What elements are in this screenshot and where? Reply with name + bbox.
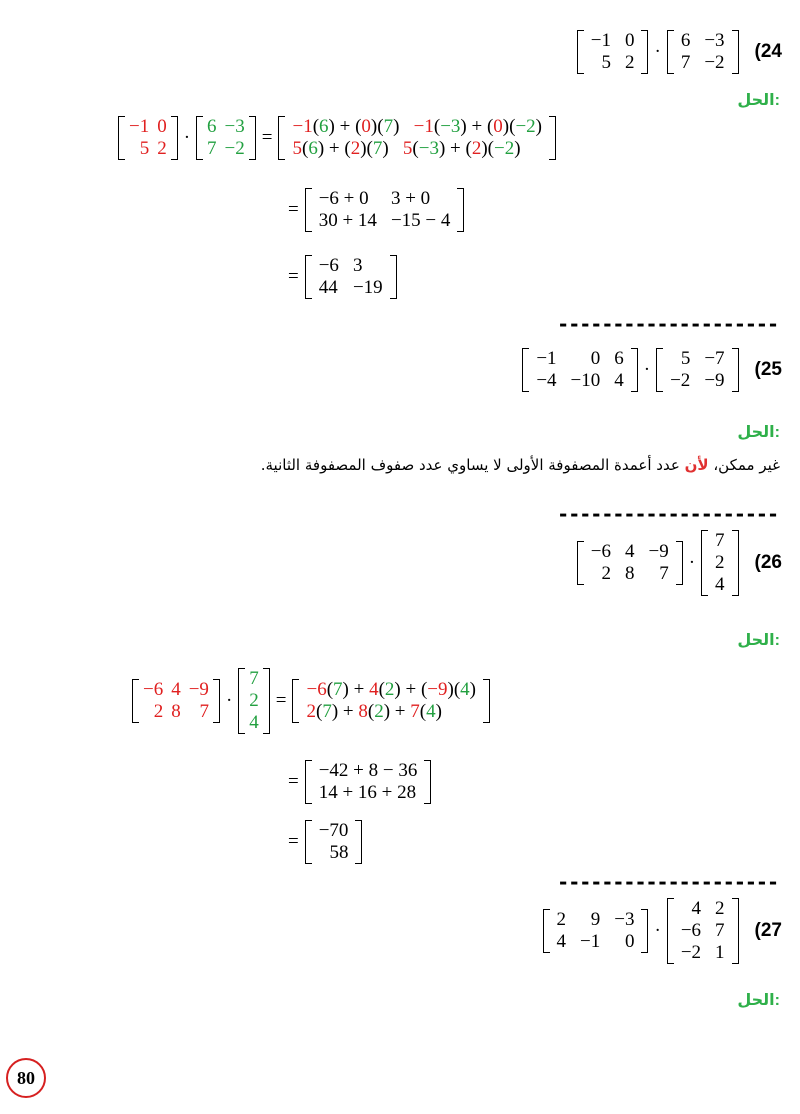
problem-number: (24 [754, 41, 782, 62]
matrix-entry: −6 [590, 541, 611, 562]
matrix-entry: 4 [691, 898, 702, 919]
matrix-entry: 7 [249, 668, 259, 689]
matrix-entry: −1 [129, 116, 150, 137]
matrix-entry: 1 [715, 942, 725, 963]
separator: -------------------- [557, 312, 778, 336]
result-matrix [305, 255, 397, 299]
problem-24-statement [577, 30, 782, 74]
matrix-entry: 0 [590, 348, 601, 369]
matrix-entry: 3 [352, 255, 363, 276]
matrix-entry: 2 [715, 552, 725, 573]
problem-26-solution-line-1: −6 4 −9 2 8 7 · 7 2 4 = −6(7) + 4(2) + (−9)(4) 2(7) + 8(2) + 7(4) [132, 668, 490, 734]
matrix-entry: 6 [680, 30, 691, 51]
matrix-entry: −2 [670, 370, 691, 391]
problem-24-right-matrix [667, 30, 739, 74]
matrix-entry: 8 [624, 563, 635, 584]
matrix-entry: 2 [624, 52, 635, 73]
matrix-entry: 6 [614, 348, 624, 369]
solution-right-matrix [196, 116, 256, 160]
matrix-entry: 7 [207, 138, 217, 159]
result-matrix [305, 820, 363, 864]
matrix-entry: −70 [318, 820, 349, 841]
solution-label: الحل: [737, 992, 780, 1009]
answer-keyword: لأن [684, 456, 709, 474]
expanded-product-matrix [292, 679, 490, 723]
matrix-entry: 14 + 16 + 28 [318, 782, 417, 803]
expanded-product-matrix [278, 116, 556, 160]
matrix-entry: 3 + 0 [390, 188, 431, 209]
matrix-entry: 44 [318, 277, 338, 298]
matrix-entry: 6 [207, 116, 217, 137]
matrix-entry: −1 [536, 348, 557, 369]
matrix-entry: 5(6) + (2)(7) 5(−3) + (2)(−2) [292, 138, 521, 159]
problem-number: (27 [754, 920, 782, 941]
matrix-entry: 2 [556, 909, 567, 930]
problem-24-solution-line-2: = −6 + 0 3 + 0 30 + 14 −15 − 4 [282, 188, 464, 232]
problem-25-left-matrix [522, 348, 637, 392]
dot-operator: · [654, 41, 661, 62]
matrix-entry: −9 [188, 679, 209, 700]
solution-right-matrix [238, 668, 270, 734]
solution-left-matrix [118, 116, 178, 160]
problem-26-left-matrix [577, 541, 683, 585]
matrix-entry: −3 [704, 30, 725, 51]
solution-label: الحل: [737, 92, 780, 109]
page-number-badge [6, 1058, 46, 1098]
matrix-entry: 7 [199, 701, 209, 722]
impossible-answer: غير ممكن، لأن عدد أعمدة المصفوفة الأولى لا يساوي عدد صفوف المصفوفة الثانية. [260, 456, 780, 474]
matrix-entry: 7 [715, 530, 725, 551]
matrix-entry: 8 [171, 701, 181, 722]
solution-left-matrix [132, 679, 220, 723]
problem-25-right-matrix [656, 348, 738, 392]
matrix-entry: 5 [139, 138, 150, 159]
matrix-entry: −3 [224, 116, 245, 137]
matrix-entry: −10 [570, 370, 601, 391]
separator: -------------------- [557, 502, 778, 526]
matrix-entry: −15 − 4 [390, 210, 451, 231]
problem-number: (25 [754, 359, 782, 380]
simplified-matrix [305, 188, 465, 232]
problem-27-statement: 2 9 −3 4 −1 0 · 4 2 −6 7 −2 1 (27 [543, 898, 782, 964]
matrix-entry: −6 [680, 920, 702, 941]
matrix-entry: 0 [624, 931, 635, 952]
matrix-entry: −6(7) + 4(2) + (−9)(4) [306, 679, 476, 700]
problem-number: (26 [754, 552, 782, 573]
matrix-entry: −42 + 8 − 36 [318, 760, 418, 781]
matrix-entry: −2 [680, 942, 702, 963]
problem-26-solution-line-2: = −42 + 8 − 36 14 + 16 + 28 [282, 760, 431, 804]
solution-label: الحل: [737, 632, 780, 649]
matrix-entry: 9 [590, 909, 601, 930]
matrix-entry: 0 [157, 116, 167, 137]
problem-24-solution-line-1: −1 0 5 2 · 6 −3 7 −2 = −1(6) + (0)(7) −1(−3) + (0)(−2) 5(6) + (2)(7) 5(−3) + (2)(−2) [118, 116, 556, 160]
matrix-entry: 2 [601, 563, 611, 584]
matrix-entry: −1(6) + (0)(7) −1(−3) + (0)(−2) [292, 116, 542, 137]
matrix-entry: −6 [143, 679, 164, 700]
problem-26-statement: −6 4 −9 2 8 7 · 7 2 4 (26 [577, 530, 782, 596]
matrix-entry: 4 [556, 931, 567, 952]
matrix-entry: −2 [224, 138, 245, 159]
matrix-entry: −1 [580, 931, 601, 952]
matrix-entry: 0 [624, 30, 635, 51]
matrix-entry: 7 [680, 52, 691, 73]
matrix-entry: 4 [715, 574, 725, 595]
matrix-entry: −4 [536, 370, 557, 391]
matrix-entry: 4 [614, 370, 624, 391]
matrix-entry: 2(7) + 8(2) + 7(4) [306, 701, 442, 722]
matrix-entry: 5 [601, 52, 611, 73]
solution-label: الحل: [737, 424, 780, 441]
matrix-entry: 2 [715, 898, 725, 919]
simplified-matrix [305, 760, 432, 804]
matrix-entry: 4 [171, 679, 181, 700]
matrix-entry: 58 [329, 842, 349, 863]
problem-27-left-matrix [543, 909, 649, 953]
problem-24-left-matrix [577, 30, 649, 74]
problem-27-right-matrix [667, 898, 739, 964]
problem-26-solution-line-3: = −70 58 [282, 820, 362, 864]
problem-24-solution-line-3: = −6 3 44 −19 [282, 255, 397, 299]
matrix-entry: −9 [648, 541, 669, 562]
matrix-entry: −7 [704, 348, 725, 369]
matrix-entry: −6 + 0 [318, 188, 369, 209]
problem-25-statement: −1 0 6 −4 −10 4 · 5 −7 −2 −9 (25 [522, 348, 782, 392]
matrix-entry: −6 [318, 255, 339, 276]
matrix-entry: 7 [659, 563, 669, 584]
matrix-entry: −1 [590, 30, 611, 51]
page-number: 80 [17, 1067, 35, 1088]
separator: -------------------- [557, 870, 778, 894]
matrix-entry: 4 [249, 712, 259, 733]
problem-26-right-matrix [701, 530, 739, 596]
matrix-entry: 30 + 14 [318, 210, 377, 231]
matrix-entry: 4 [624, 541, 635, 562]
matrix-entry: −2 [704, 52, 725, 73]
matrix-entry: −9 [704, 370, 725, 391]
matrix-entry: 2 [157, 138, 167, 159]
matrix-entry: 5 [680, 348, 691, 369]
matrix-entry: −19 [352, 277, 383, 298]
matrix-entry: −3 [614, 909, 635, 930]
matrix-entry: 2 [249, 690, 259, 711]
matrix-entry: 7 [715, 920, 725, 941]
matrix-entry: 2 [153, 701, 164, 722]
